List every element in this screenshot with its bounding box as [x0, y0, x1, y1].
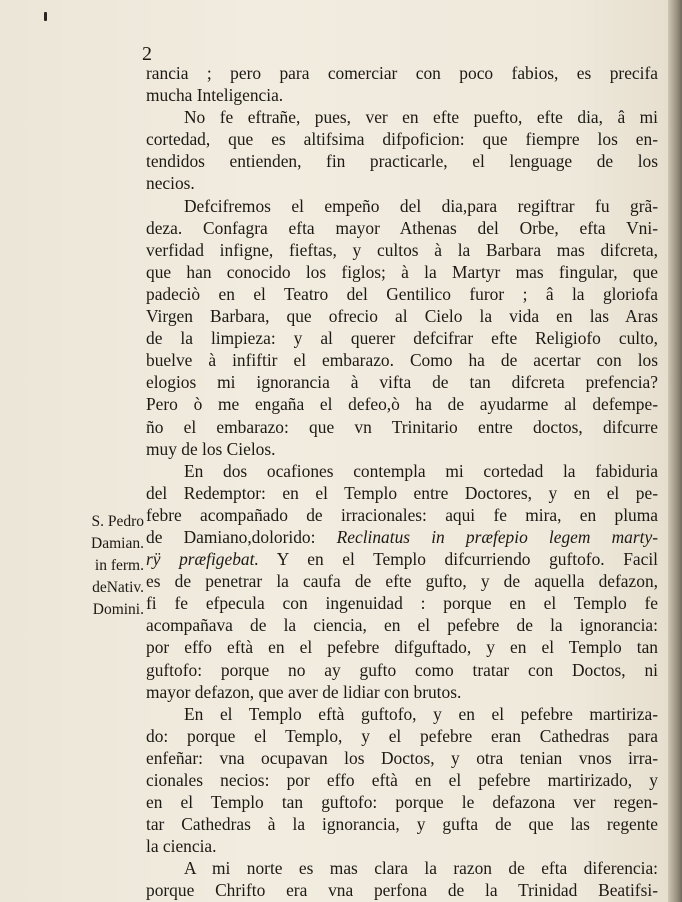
text-line-roman: guftofo: porque no ay gufto como tratar con Doctos, ni — [146, 659, 658, 680]
text-line — [146, 84, 658, 106]
text-line — [146, 636, 658, 658]
text-line-roman: de la limpieza: y al querer defcifrar efte Religiofo culto, — [146, 328, 658, 349]
text-line-roman: Defcifremos el empeño del dia,para regiftrar fu grã- — [184, 195, 658, 216]
text-line-roman: la ciencia. — [146, 836, 217, 857]
text-line — [146, 460, 658, 482]
text-line — [146, 747, 658, 769]
body-text — [146, 62, 658, 902]
text-line-roman: acompañava de la ciencia, en el pefebre de la ignorancia: — [146, 615, 658, 636]
text-line-roman: elogios mi ignorancia à vifta de tan difcreta prefencia? — [146, 372, 658, 393]
text-line-roman: buelve à infiftir el embarazo. Como ha de acertar con los — [146, 350, 658, 371]
margin-note-line: Damian. — [91, 535, 144, 552]
text-line-roman: es de penetrar la caufa de efte gufto, y de aquella defazon, — [146, 571, 658, 592]
text-line-roman: En el Templo eftà guftofo, y en el pefebre martiriza- — [184, 703, 658, 724]
text-line — [146, 835, 658, 857]
text-line — [146, 703, 658, 725]
text-line-roman: por effo eftà en el pefebre difguftado, y en el Templo tan — [146, 637, 658, 658]
text-line — [146, 106, 658, 128]
text-line-roman: que han conocido los figlos; à la Martyr mas fingular, que — [146, 261, 658, 282]
text-line-roman: de Damiano,dolorido: — [146, 526, 316, 547]
text-line-roman: febre acompañado de irracionales: aqui fe mira, en pluma — [146, 504, 658, 525]
text-line — [146, 482, 658, 504]
text-line — [146, 592, 658, 614]
text-line-roman: En dos ocafiones contempla mi cortedad la fabiduria — [184, 460, 658, 481]
text-line — [146, 305, 658, 327]
text-line — [146, 62, 658, 84]
text-line-roman: Y en el Templo difcurriendo guftofo. Facil — [258, 549, 658, 570]
text-line — [146, 526, 658, 548]
text-line-roman: del Redemptor: en el Templo entre Doctores, y en el pe- — [146, 482, 658, 503]
text-line — [146, 239, 658, 261]
margin-note-line: Domini. — [92, 601, 144, 618]
latin-quotation: rÿ præfigebat. — [146, 549, 259, 570]
text-line-roman: No fe eftrañe, pues, ver en efte puefto, efte dia, â mi — [184, 107, 658, 128]
text-line — [146, 416, 658, 438]
text-line — [146, 349, 658, 371]
text-line — [146, 725, 658, 747]
text-line — [146, 393, 658, 415]
text-line — [146, 813, 658, 835]
page-edge — [668, 0, 682, 902]
text-line-roman: mucha Inteligencia. — [146, 85, 284, 106]
margin-note-line: deNativ. — [92, 579, 144, 596]
text-line-roman: Virgen Barbara, que ofrecio al Cielo la vida en las Aras — [146, 306, 658, 327]
text-line-roman: necios. — [146, 173, 195, 194]
text-line-roman: do: porque el Templo, y el pefebre eran Cathedras para — [146, 725, 658, 746]
text-line-roman: tendidos entienden, fin practicarle, el lenguage de los — [146, 151, 658, 172]
text-line — [146, 327, 658, 349]
text-line — [146, 371, 658, 393]
text-line-roman: mayor defazon, que aver de lidiar con brutos. — [146, 681, 462, 702]
text-line — [146, 150, 658, 172]
text-line — [146, 172, 658, 194]
margin-note — [72, 511, 144, 621]
page-number: 2 — [142, 43, 152, 65]
text-line-roman: deza. Confagra efta mayor Athenas del Orbe, efta Vni- — [146, 217, 658, 238]
text-line-roman: cionales necios: por effo eftà en el pefebre martirizado, y — [146, 770, 658, 790]
text-line — [146, 217, 658, 239]
text-line — [146, 614, 658, 636]
text-line — [146, 261, 658, 283]
text-line-roman: padeciò en el Teatro del Gentilico furor ; â la gloriofa — [146, 283, 658, 304]
text-line — [146, 283, 658, 305]
ink-speck — [44, 12, 47, 21]
margin-note-line: in ferm. — [94, 557, 144, 574]
text-line-roman: muy de los Cielos. — [146, 438, 276, 459]
text-line-roman: porque Chrifto era vna perfona de la Trinidad Beatifsi- — [146, 880, 658, 901]
text-line-roman: rancia ; pero para comerciar con poco fabios, es precifa — [146, 63, 658, 83]
text-line-roman: Pero ò me engaña el defeo,ò ha de ayudarme al defempe- — [146, 394, 658, 415]
text-line — [146, 791, 658, 813]
text-line-roman: ño el embarazo: que vn Trinitario entre doctos, difcurre — [146, 416, 658, 437]
text-line — [146, 659, 658, 681]
text-line — [146, 438, 658, 460]
latin-quotation: Reclinatus in præfepio legem marty- — [336, 526, 658, 547]
text-line — [146, 128, 658, 150]
text-line-roman: en el Templo tan guftofo: porque le defazona ver regen- — [146, 792, 658, 813]
text-line — [146, 548, 658, 570]
text-line-roman: verfidad infigne, fieftas, y cultos à la Barbara mas difcreta, — [146, 239, 658, 260]
text-line — [146, 570, 658, 592]
text-line — [146, 504, 658, 526]
text-line-roman: fi fe efpecula con ingenuidad : porque en el Templo fe — [146, 593, 658, 614]
text-line-roman: A mi norte es mas clara la razon de efta diferencia: — [184, 858, 658, 879]
text-line-roman: tar Cathedras à la ignorancia, y gufta de que las regente — [146, 814, 658, 835]
text-line — [146, 879, 658, 901]
text-line — [146, 769, 658, 791]
text-line-roman: cortedad, que es altifsima difpoficion: que fiempre los en- — [146, 129, 658, 150]
text-line — [146, 195, 658, 217]
text-line — [146, 857, 658, 879]
text-line-roman: enfeñar: vna ocupavan los Doctos, y otra tenian vnos irra- — [146, 747, 658, 768]
margin-note-line: S. Pedro — [91, 513, 144, 530]
text-line — [146, 681, 658, 703]
